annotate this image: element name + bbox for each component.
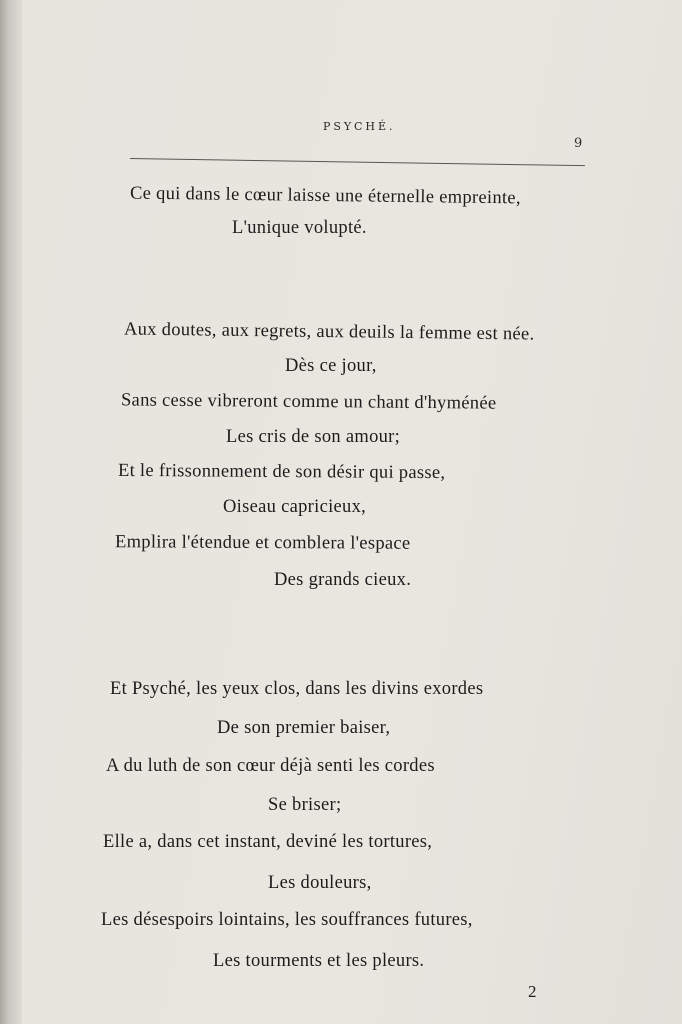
poem-line: Des grands cieux. [274,570,412,590]
poem-line: A du luth de son cœur déjà senti les cordes [106,756,435,776]
poem-line: L'unique volupté. [232,218,367,238]
poem-line: Les douleurs, [268,873,372,893]
poem-line: Les cris de son amour; [226,427,401,447]
poem-line: Emplira l'étendue et comblera l'espace [114,532,411,554]
poem-line: Aux doutes, aux regrets, aux deuils la femme est née. [123,319,535,345]
page-gutter [0,0,22,1024]
poem-line: Les tourments et les pleurs. [213,951,425,971]
page-number: 9 [574,136,583,151]
poem-line: Et Psyché, les yeux clos, dans les divins exordes [110,679,484,699]
poem-line: Dès ce jour, [285,356,377,376]
header-rule [130,158,585,166]
running-title: PSYCHÉ. [323,120,396,133]
poem-line: Ce qui dans le cœur laisse une éternelle empreinte, [129,183,521,209]
poem-line: Oiseau capricieux, [223,497,367,517]
poem-line: Les désespoirs lointains, les souffrances futures, [101,910,473,930]
poem-line: De son premier baiser, [217,718,391,738]
poem-line: Sans cesse vibreront comme un chant d'hyménée [120,390,497,414]
poem-line: Se briser; [268,795,342,815]
poem-line: Elle a, dans cet instant, deviné les tortures, [103,832,433,852]
poem-line: Et le frissonnement de son désir qui passe, [117,460,446,484]
signature-mark: 2 [528,982,537,1001]
